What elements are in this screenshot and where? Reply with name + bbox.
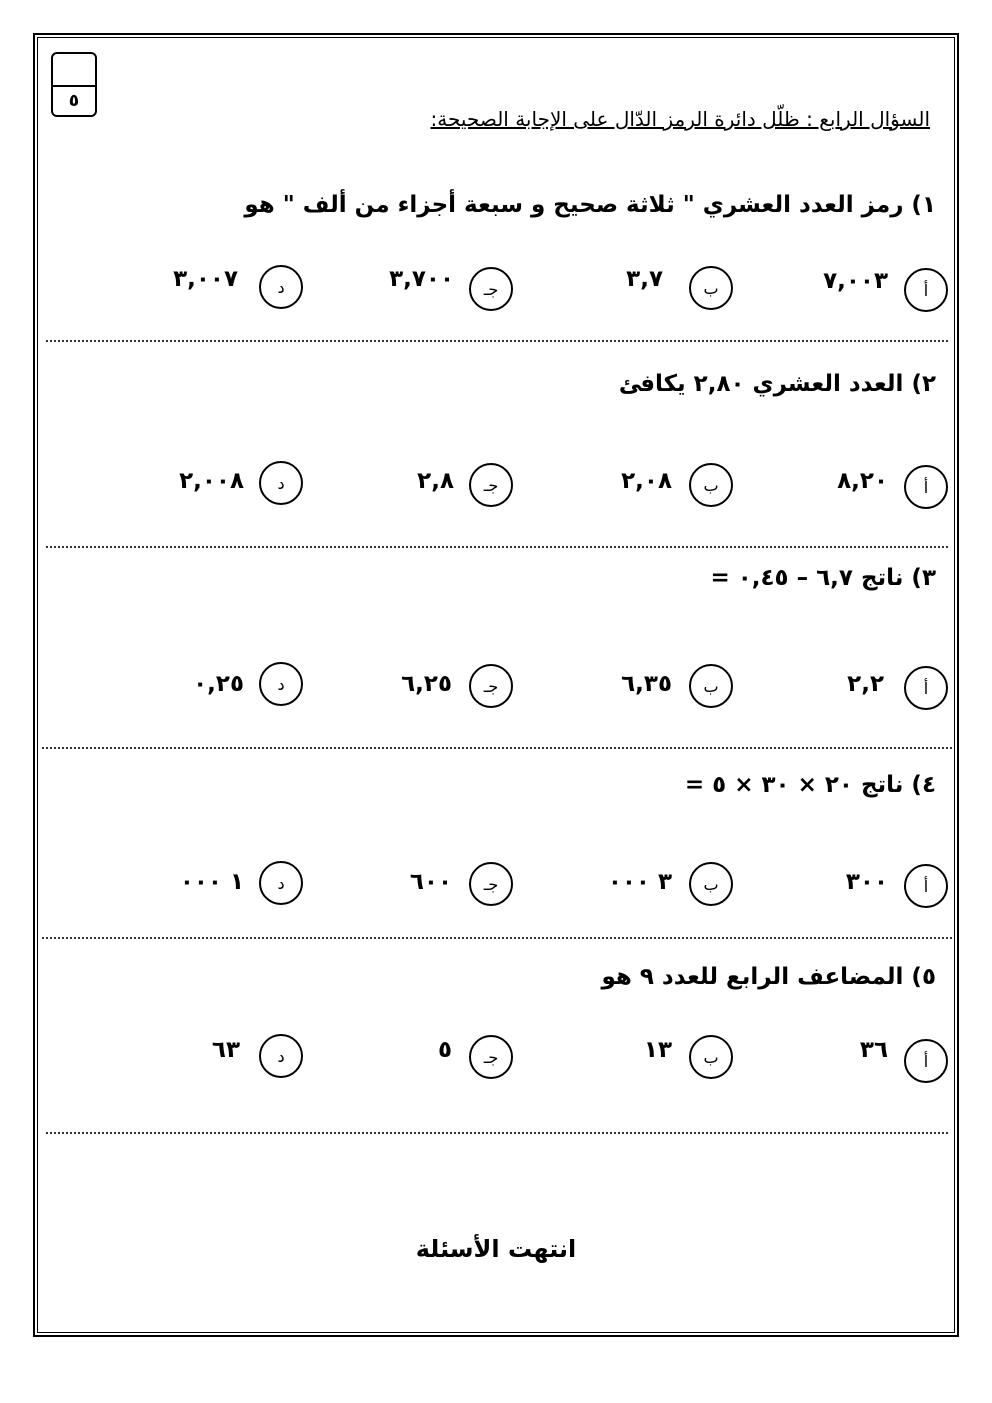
q5-option-b-circle[interactable] — [689, 1035, 733, 1079]
q3-option-a-letter: أ — [923, 678, 929, 698]
q4-option-c-value: ٦٠٠ — [409, 869, 452, 895]
q2-option-d-value: ٢,٠٠٨ — [179, 468, 244, 494]
separator-2 — [46, 546, 948, 548]
separator-3 — [42, 747, 952, 749]
q4-option-b-letter: ب — [703, 874, 719, 894]
instruction-heading: السؤال الرابع : ظلّل دائرة الرمز الدّال على الإجابة الصحيحة: — [430, 107, 930, 131]
q2-option-d-circle[interactable] — [259, 461, 303, 505]
score-value: ٥ — [68, 91, 80, 111]
q4-option-d-letter: د — [277, 873, 285, 893]
q3-option-d-circle[interactable] — [259, 662, 303, 706]
q2-option-a-value: ٨,٢٠ — [837, 468, 888, 494]
q1-option-a-value: ٧,٠٠٣ — [823, 268, 888, 294]
q4-option-a-letter: أ — [923, 876, 929, 896]
q3-option-a-value: ٢,٢ — [847, 671, 884, 697]
question-4: ٤) ناتج ٢٠ × ٣٠ × ٥ = — [684, 772, 936, 798]
q1-option-a-circle[interactable] — [904, 268, 948, 312]
q2-option-c-circle[interactable] — [469, 463, 513, 507]
q2-option-d-letter: د — [277, 473, 285, 493]
score-divider — [53, 85, 95, 87]
q2-option-c-letter: جـ — [483, 475, 499, 495]
q1-option-b-circle[interactable] — [689, 266, 733, 310]
question-3: ٣) ناتج ٦,٧ – ٠,٤٥ = — [710, 565, 936, 591]
q2-option-a-circle[interactable] — [904, 465, 948, 509]
q4-option-a-circle[interactable] — [904, 864, 948, 908]
q5-option-d-letter: د — [277, 1046, 285, 1066]
q2-option-b-value: ٢,٠٨ — [621, 468, 672, 494]
q5-option-c-circle[interactable] — [469, 1035, 513, 1079]
q3-option-b-letter: ب — [703, 676, 719, 696]
q5-option-c-value: ٥ — [437, 1037, 452, 1063]
separator-1 — [46, 340, 948, 342]
q1-option-d-letter: د — [277, 277, 285, 297]
q3-option-b-value: ٦,٣٥ — [621, 671, 672, 697]
q4-option-a-value: ٣٠٠ — [845, 869, 888, 895]
q5-option-a-circle[interactable] — [904, 1039, 948, 1083]
q2-option-c-value: ٢,٨ — [417, 468, 454, 494]
q4-option-c-letter: جـ — [483, 874, 499, 894]
question-1: ١) رمز العدد العشري " ثلاثة صحيح و سبعة أجزاء من ألف " هو — [244, 192, 936, 218]
separator-4 — [42, 937, 952, 939]
q3-option-d-value: ٠,٢٥ — [193, 671, 244, 697]
q1-option-d-value: ٣,٠٠٧ — [173, 266, 238, 292]
q1-option-b-letter: ب — [703, 278, 719, 298]
q5-option-d-circle[interactable] — [259, 1034, 303, 1078]
q2-option-b-circle[interactable] — [689, 463, 733, 507]
q4-option-c-circle[interactable] — [469, 862, 513, 906]
q5-option-b-value: ١٣ — [643, 1037, 672, 1063]
q1-option-a-letter: أ — [923, 280, 929, 300]
q5-option-b-letter: ب — [703, 1047, 719, 1067]
q3-option-b-circle[interactable] — [689, 664, 733, 708]
q4-option-b-circle[interactable] — [689, 862, 733, 906]
q3-option-a-circle[interactable] — [904, 666, 948, 710]
q1-option-c-value: ٣,٧٠٠ — [389, 266, 454, 292]
q4-option-d-circle[interactable] — [259, 861, 303, 905]
q5-option-a-value: ٣٦ — [859, 1037, 888, 1063]
q4-option-b-value: ٣ ٠٠٠ — [607, 869, 672, 895]
question-2: ٢) العدد العشري ٢,٨٠ يكافئ — [618, 371, 936, 397]
q3-option-c-circle[interactable] — [469, 664, 513, 708]
separator-5 — [46, 1132, 948, 1134]
q5-option-d-value: ٦٣ — [211, 1037, 240, 1063]
q1-option-c-circle[interactable] — [469, 267, 513, 311]
q3-option-c-letter: جـ — [483, 676, 499, 696]
q2-option-a-letter: أ — [923, 477, 929, 497]
q1-option-c-letter: جـ — [483, 279, 499, 299]
q1-option-d-circle[interactable] — [259, 265, 303, 309]
q3-option-d-letter: د — [277, 674, 285, 694]
q5-option-a-letter: أ — [923, 1051, 929, 1071]
q1-option-b-value: ٣,٧ — [626, 266, 663, 292]
question-5: ٥) المضاعف الرابع للعدد ٩ هو — [601, 964, 936, 990]
q5-option-c-letter: جـ — [483, 1047, 499, 1067]
end-of-questions: انتهت الأسئلة — [415, 1235, 577, 1263]
q4-option-d-value: ١ ٠٠٠ — [179, 869, 244, 895]
score-box — [51, 52, 97, 117]
q3-option-c-value: ٦,٢٥ — [401, 671, 452, 697]
q2-option-b-letter: ب — [703, 475, 719, 495]
